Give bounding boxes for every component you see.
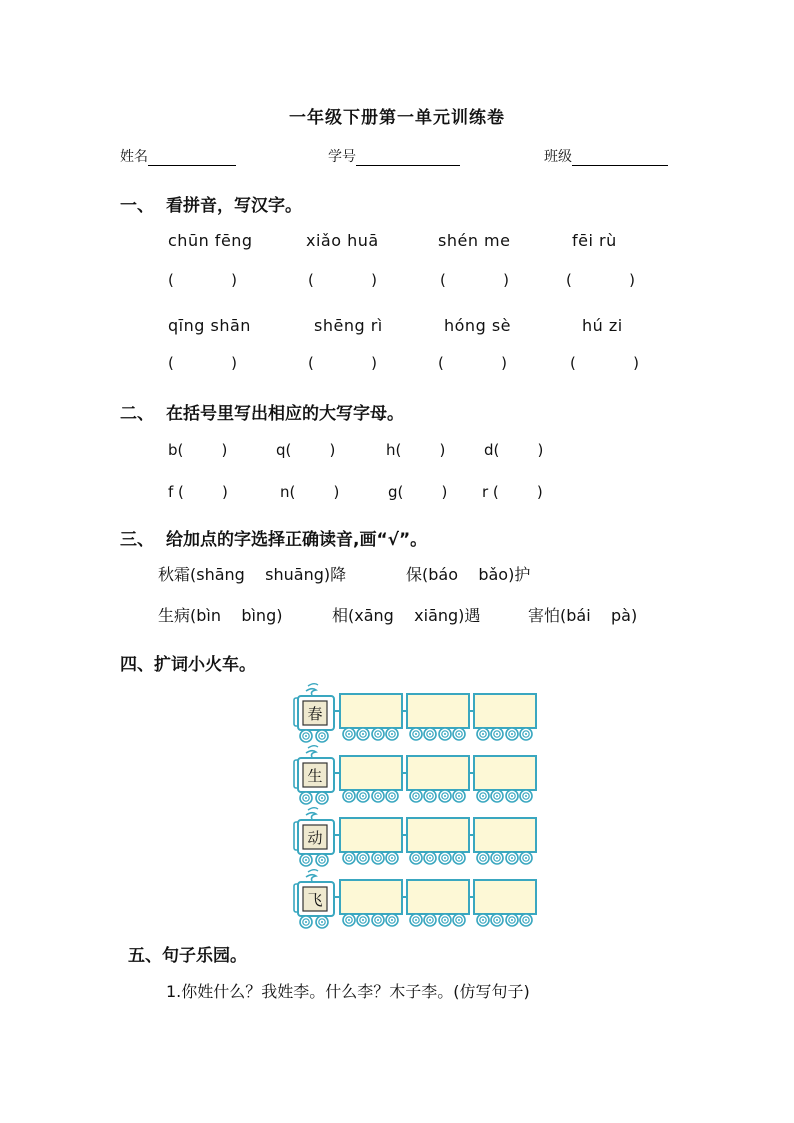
student-id-field <box>328 146 460 166</box>
class-blank[interactable] <box>572 151 668 166</box>
word-train-illustration <box>292 676 544 932</box>
section1-heading <box>120 191 302 216</box>
pinyin-item: shén me <box>438 231 511 250</box>
name-label: 姓名 <box>120 149 148 165</box>
train-row <box>294 746 536 804</box>
train-row <box>294 808 536 866</box>
answer-paren[interactable]: ( ) <box>308 271 377 289</box>
pinyin-item: chūn fēng <box>168 231 253 250</box>
reading-choice[interactable]: 秋霜(shāng shuāng)降 <box>158 565 347 584</box>
letter-item[interactable]: h( ) <box>386 441 446 459</box>
sentence-question-1: 1.你姓什么？我姓李。什么李？木子李。(仿写句子) <box>166 982 530 1001</box>
section2-number: 二、 <box>120 404 154 424</box>
train-row <box>294 684 536 742</box>
answer-paren[interactable]: ( ) <box>440 271 509 289</box>
pinyin-item: hú zi <box>582 316 623 335</box>
reading-choice[interactable]: 害怕(bái pà) <box>528 606 638 625</box>
pinyin-item: xiǎo huā <box>306 231 379 250</box>
section1-title: 看拼音，写汉字。 <box>166 196 302 216</box>
pinyin-item: shēng rì <box>314 316 383 335</box>
student-id-label: 学号 <box>328 149 356 165</box>
answer-paren[interactable]: ( ) <box>168 354 237 372</box>
section4-heading: 四、扩词小火车。 <box>120 655 256 675</box>
letter-item[interactable]: d( ) <box>484 441 544 459</box>
answer-paren[interactable]: ( ) <box>570 354 639 372</box>
letter-item[interactable]: q( ) <box>276 441 336 459</box>
pinyin-item: hóng sè <box>444 316 511 335</box>
section3-number: 三、 <box>120 530 154 550</box>
student-id-blank[interactable] <box>356 151 460 166</box>
page-title: 一年级下册第一单元训练卷 <box>289 108 505 128</box>
class-label: 班级 <box>544 149 572 165</box>
pinyin-item: fēi rù <box>572 231 617 250</box>
reading-choice[interactable]: 保(báo bǎo)护 <box>406 565 531 584</box>
engine-character: 飞 <box>307 891 323 909</box>
reading-choice[interactable]: 相(xāng xiāng)遇 <box>332 606 481 625</box>
section1-number: 一、 <box>120 196 154 216</box>
answer-paren[interactable]: ( ) <box>566 271 635 289</box>
pinyin-item: qīng shān <box>168 316 251 335</box>
letter-item[interactable]: f ( ) <box>168 483 228 501</box>
train-row <box>294 870 536 928</box>
name-field <box>120 146 236 166</box>
section2-heading <box>120 399 404 424</box>
letter-item[interactable]: b( ) <box>168 441 228 459</box>
name-blank[interactable] <box>148 151 236 166</box>
engine-character: 春 <box>307 705 323 723</box>
reading-choice[interactable]: 生病(bìn bìng) <box>158 606 283 625</box>
engine-character: 动 <box>307 829 323 847</box>
answer-paren[interactable]: ( ) <box>168 271 237 289</box>
section3-title: 给加点的字选择正确读音,画“√”。 <box>166 530 428 550</box>
section3-heading <box>120 525 427 550</box>
answer-paren[interactable]: ( ) <box>308 354 377 372</box>
section2-title: 在括号里写出相应的大写字母。 <box>166 404 404 424</box>
letter-item[interactable]: n( ) <box>280 483 340 501</box>
section5-heading: 五、句子乐园。 <box>128 946 247 966</box>
engine-character: 生 <box>307 767 323 785</box>
letter-item[interactable]: g( ) <box>388 483 448 501</box>
class-field <box>544 146 668 166</box>
letter-item[interactable]: r ( ) <box>482 483 543 501</box>
answer-paren[interactable]: ( ) <box>438 354 507 372</box>
